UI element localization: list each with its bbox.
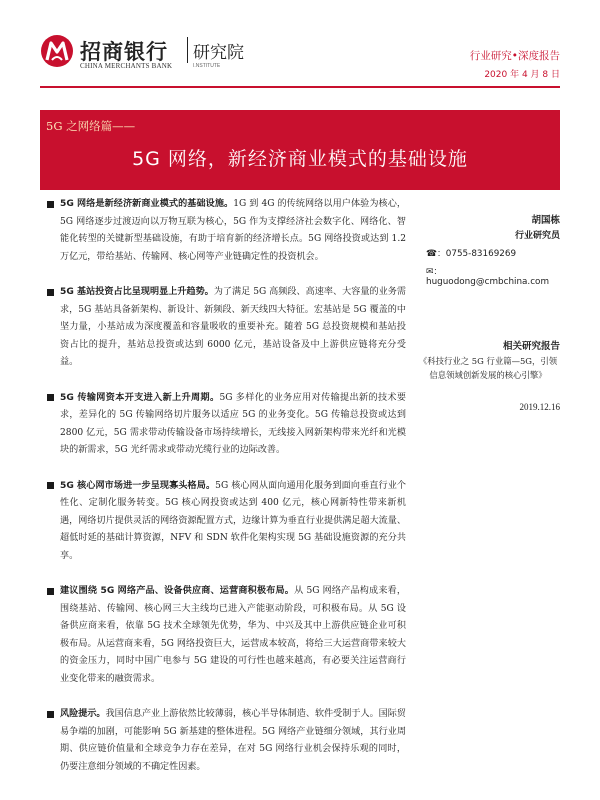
paragraph-body: 5G 多样化的业务应用对传输提出新的技术要求，差异化的 5G 传输网络切片服务以适应 5G 的业务变化。5G 传输总投资或达到 2800 亿元，5G 需求带动传输设备市场持续增长，无线接入网新架构带来光纤和光模块的新需求，5G 光纤需求或带动光缆行业的边际改善。	[60, 392, 406, 455]
phone-icon: ☎	[426, 249, 437, 259]
email-address[interactable]: ：huguodong@cmbchina.com	[426, 267, 550, 287]
paragraph-body: 1G 到 4G 的传统网络以用户体验为核心，5G 网络逐步过渡迈向以万物互联为核心，5G 作为支撑经济社会数字化、网络化、智能化转型的关键新型基础设施，有助于培育新的经济增长点。5G 网络投资或达到 1.2 万亿元，带给基站、传输网、核心网等产业链确定性的投资机会。	[60, 199, 406, 262]
related-report-title[interactable]: 《科技行业之 5G 行业篇—5G，引领信息领域创新发展的核心引擎》	[418, 356, 558, 380]
logo-english-sub: I.NSTITUTE	[193, 63, 221, 69]
paragraph-body: 从 5G 网络产品构成来看，围绕基站、传输网、核心网三大主线均已进入产能驱动阶段，可积极布局。从 5G 设备供应商来看，依靠 5G 技术全球领先优势，华为、中兴及其中上游供应链企业可积极布局。从运营商来看，5G 网络投资巨大，运营成本较高，将给三大运营商带来较大的资金压力，同时中国广电参与 5G 建设的可行性也越来越高，有必要关注运营商行业变化带来的融资需求。	[60, 586, 406, 684]
logo-institute-name: 研究院	[193, 43, 244, 63]
banner-subtitle: 5G 之网络篇——	[46, 119, 136, 133]
analyst-name: 胡国栋	[531, 215, 560, 226]
summary-paragraph	[40, 196, 406, 266]
paragraph-lead: 5G 核心网市场进一步呈现寡头格局。	[60, 480, 216, 491]
paragraph-body: 我国信息产业上游依然比较薄弱，核心半导体制造、软件受制于人。国际贸易争端的加剧，可能影响 5G 新基建的整体进程。5G 网络产业链细分领域，其行业周期、供应链价值量和全球竞争力存在差异，在对 5G 网络行业机会保持乐观的同时，仍要注意细分领域的不确定性因素。	[60, 709, 406, 772]
paragraph-body: 5G 核心网从面向通用化服务到面向垂直行业个性化、定制化服务转变。5G 核心网投资或达到 400 亿元，核心网新特性带来新机遇，网络切片提供灵活的网络资源配置方式，边缘计算为垂直行业提供满足超大流量、超低时延的基础计算资源，NFV 和 SDN 软件化架构实现 5G 基础设施资源的充分共享。	[60, 480, 406, 561]
summary-paragraph	[40, 583, 406, 688]
logo-divider	[187, 37, 188, 63]
logo-chinese-name: 招商银行	[80, 40, 168, 64]
summary-paragraph	[40, 390, 406, 460]
paragraph-lead: 5G 网络是新经济新商业模式的基础设施。	[60, 199, 234, 209]
bullet-square-icon	[47, 289, 54, 296]
summary-paragraph	[40, 706, 406, 776]
bullet-square-icon	[47, 711, 54, 718]
bullet-square-icon	[47, 394, 54, 401]
paragraph-lead: 5G 基站投资占比呈现明显上升趋势。	[60, 287, 214, 297]
analyst-email	[426, 264, 560, 287]
cmb-logo-icon	[40, 34, 74, 68]
summary-paragraph	[40, 478, 406, 566]
bullet-square-icon	[47, 201, 54, 208]
bullet-square-icon	[47, 588, 54, 595]
report-title: 5G 网络，新经济商业模式的基础设施	[132, 148, 468, 170]
title-banner	[40, 110, 560, 190]
related-reports-heading: 相关研究报告	[502, 341, 560, 352]
summary-paragraph	[40, 284, 406, 372]
paragraph-lead: 风险提示。	[60, 709, 106, 719]
logo-english-name: CHINA MERCHANTS BANK	[80, 62, 173, 70]
email-icon: ✉	[426, 267, 434, 277]
analyst-role: 行业研究员	[514, 231, 560, 241]
header-divider	[40, 86, 560, 88]
report-type: 行业研究•深度报告	[469, 50, 560, 62]
paragraph-lead: 建议围绕 5G 网络产品、设备供应商、运营商积极布局。	[60, 586, 295, 596]
paragraph-lead: 5G 传输网资本开支进入新上升周期。	[60, 392, 220, 403]
report-date: 2020 年 4 月 8 日	[484, 70, 560, 80]
paragraph-body: 为了满足 5G 高频段、高速率、大容量的业务需求，5G 基站具备新架构、新设计、新频段、新天线四大特征。宏基站是 5G 覆盖的中坚力量，小基站成为深度覆盖和容量吸收的重要补充。随着 5G 总投资规模和基站投资占比的提升，基站总投资或达到 6000 亿元，基站设备及中上游供应链将充分受益。	[60, 287, 406, 367]
bullet-square-icon	[47, 482, 54, 489]
phone-number: ：0755-83169269	[436, 249, 517, 259]
analyst-phone	[426, 246, 516, 259]
summary-section	[40, 196, 406, 794]
related-report-date: 2019.12.16	[519, 402, 560, 412]
